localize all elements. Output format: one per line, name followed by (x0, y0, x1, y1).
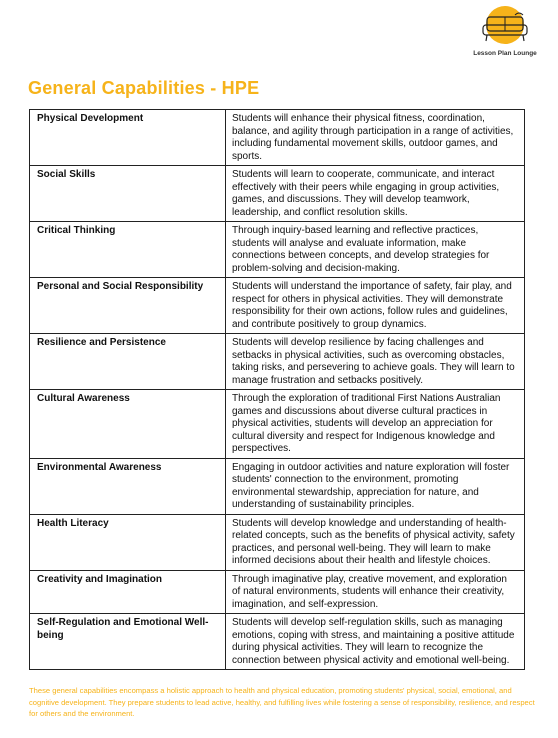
footer-summary: These general capabilities encompass a holistic approach to health and physical education, promoting students' physical, social, emotional, and cognitive development. They prepare students to lead active, healthy, and fulfilling lives while fostering a sense of responsibility, resilience, and respect for others and the environment. (29, 686, 535, 718)
capability-description: Students will understand the importance of safety, fair play, and respect for others in physical activities. They will demonstrate responsibility for their own actions, follow rules and guidelines, and contribute positively to group dynamics. (226, 278, 525, 334)
capability-name: Health Literacy (30, 514, 226, 570)
capability-name: Environmental Awareness (30, 458, 226, 514)
capability-name: Self-Regulation and Emotional Well-being (30, 614, 226, 670)
logo-text: Lesson Plan Lounge (473, 50, 537, 57)
capability-description: Through the exploration of traditional First Nations Australian games and discussions about diverse cultural practices in physical activities, students will develop an appreciation for cultural diversity and respect for Indigenous knowledge and perspectives. (226, 390, 525, 459)
capability-name: Resilience and Persistence (30, 334, 226, 390)
table-row (30, 222, 525, 278)
capability-description: Through imaginative play, creative movement, and exploration of natural environments, students will enhance their creativity, imagination, and self-expression. (226, 570, 525, 614)
table-row (30, 278, 525, 334)
table-row (30, 334, 525, 390)
capability-name: Critical Thinking (30, 222, 226, 278)
table-row (30, 166, 525, 222)
table-row (30, 614, 525, 670)
capability-description: Students will enhance their physical fitness, coordination, balance, and agility through participation in a range of activities, including fundamental movement skills, outdoor games, and sports. (226, 110, 525, 166)
capability-name: Physical Development (30, 110, 226, 166)
capability-description: Students will develop self-regulation skills, such as managing emotions, coping with stress, and maintaining a positive attitude during physical activities. They will learn to recognize the connection between physical activity and emotional well-being. (226, 614, 525, 670)
capability-name: Personal and Social Responsibility (30, 278, 226, 334)
table-row (30, 390, 525, 459)
page-title: General Capabilities - HPE (28, 78, 260, 98)
table-row (30, 110, 525, 166)
lesson-plan-lounge-logo (469, 5, 541, 61)
capability-description: Students will learn to cooperate, communicate, and interact effectively with their peers while engaging in group activities, games, and discussions. They will develop teamwork, leadership, and conflict resolution skills. (226, 166, 525, 222)
capability-description: Students will develop knowledge and understanding of health-related concepts, such as the benefits of physical activity, safety practices, and personal well-being. They will learn to make informed decisions about their health and lifestyle choices. (226, 514, 525, 570)
table-row (30, 514, 525, 570)
capability-description: Engaging in outdoor activities and nature exploration will foster students' connection to the environment, promoting environmental stewardship, appreciation for nature, and understanding of sustainability principles. (226, 458, 525, 514)
capability-description: Through inquiry-based learning and reflective practices, students will analyse and evaluate information, make connections between concepts, and develop strategies for problem-solving and decision-making. (226, 222, 525, 278)
capability-name: Cultural Awareness (30, 390, 226, 459)
table-row (30, 458, 525, 514)
capability-name: Creativity and Imagination (30, 570, 226, 614)
table-row (30, 570, 525, 614)
capability-name: Social Skills (30, 166, 226, 222)
capabilities-table (29, 109, 525, 670)
couch-icon (475, 5, 535, 49)
capability-description: Students will develop resilience by facing challenges and setbacks in physical activities, such as overcoming obstacles, taking risks, and persevering to achieve goals. They will learn to manage frustration and setbacks positively. (226, 334, 525, 390)
